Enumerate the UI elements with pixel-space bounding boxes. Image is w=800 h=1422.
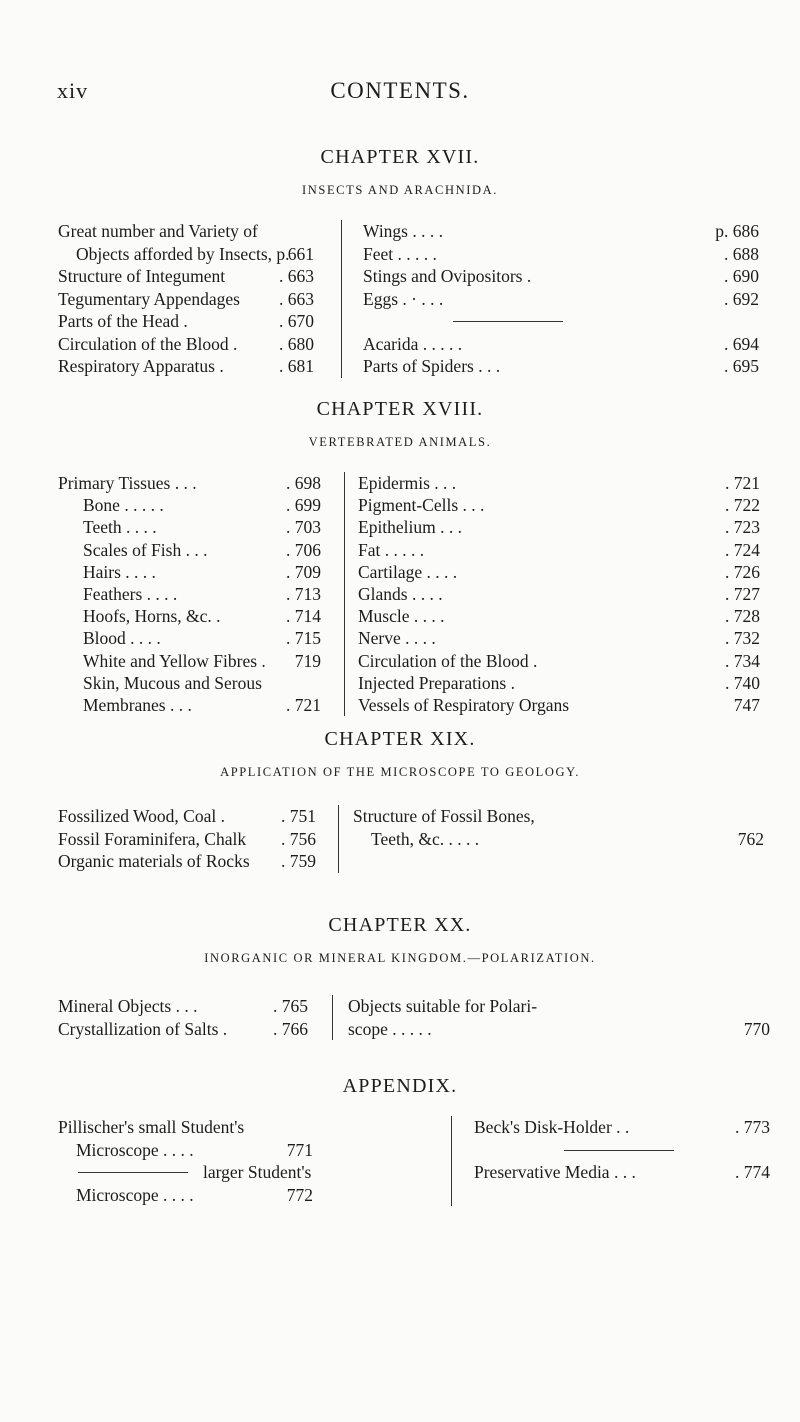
chapter-19-heading	[0, 728, 800, 780]
toc-entry-page: . 728	[725, 606, 760, 627]
toc-entry-page: . 721	[286, 695, 321, 715]
toc-entry-page: . 766	[273, 1018, 308, 1039]
toc-entry-page: . 680	[279, 333, 314, 354]
toc-entry-page: . 692	[724, 288, 759, 309]
chapter-20-heading	[0, 914, 800, 966]
toc-entry-page: . 724	[725, 539, 760, 560]
toc-entry-label: Microscope . . . .	[76, 1139, 194, 1160]
toc-entry-page: . 734	[725, 650, 760, 671]
toc-entry-page: . 699	[286, 495, 321, 516]
toc-entry-page: . 690	[724, 266, 759, 286]
toc-entry-page: . 670	[279, 311, 314, 331]
toc-entry-page: 762	[737, 828, 764, 849]
toc-entry-page: . 773	[735, 1117, 770, 1137]
chapter-subtitle: VERTEBRATED ANIMALS.	[308, 435, 492, 449]
toc-entry-label: Nerve . . . .	[358, 628, 436, 649]
chapter-18-entries	[58, 472, 768, 717]
toc-entry-page: . 688	[724, 243, 759, 264]
toc-entry-label: Beck's Disk-Holder . .	[474, 1117, 630, 1137]
chapter-title: CHAPTER XIX.	[324, 728, 476, 750]
toc-entry-label: Fossilized Wood, Coal .	[58, 806, 225, 826]
toc-entry-label: White and Yellow Fibres .	[83, 650, 266, 671]
toc-entry-page: 719	[294, 650, 321, 671]
toc-entry-page: . 732	[725, 628, 760, 649]
toc-entry-label: Objects afforded by Insects, p.	[76, 243, 290, 264]
appendix-heading	[0, 1075, 800, 1098]
separator-rule	[564, 1150, 674, 1151]
page-header	[0, 78, 800, 118]
toc-entry-page: . 721	[725, 473, 760, 493]
toc-entry-label: Glands . . . .	[358, 584, 443, 604]
toc-entry-label: Muscle . . . .	[358, 606, 445, 627]
column-divider	[341, 220, 342, 378]
toc-entry-page: 747	[733, 695, 760, 715]
toc-entry-label: Tegumentary Appendages	[58, 288, 240, 309]
chapter-title: CHAPTER XVII.	[320, 146, 480, 168]
toc-entry-label: Stings and Ovipositors .	[363, 266, 532, 286]
chapter-17-entries	[58, 220, 758, 380]
toc-entry-page: 661	[287, 243, 314, 264]
toc-entry-label: Preservative Media . . .	[474, 1162, 636, 1182]
toc-entry-label: Cartilage . . . .	[358, 561, 458, 582]
toc-entry-label: Feet . . . . .	[363, 243, 437, 264]
toc-entry-page: . 751	[281, 806, 316, 826]
chapter-subtitle: APPLICATION OF THE MICROSCOPE TO GEOLOGY.	[220, 765, 580, 779]
toc-entry-label: Acarida . . . . .	[363, 333, 463, 354]
toc-entry-label: Blood . . . .	[83, 628, 161, 649]
toc-entry-label: Hoofs, Horns, &c. .	[83, 606, 221, 627]
toc-entry-label: Teeth, &c. . . . .	[371, 828, 480, 849]
toc-entry-page: . 706	[286, 539, 321, 560]
toc-entry-page: . 663	[279, 288, 314, 309]
toc-entry-label: Crystallization of Salts .	[58, 1018, 228, 1039]
chapter-17-heading	[0, 146, 800, 198]
toc-entry-page: . 722	[725, 495, 760, 516]
column-divider	[332, 995, 333, 1040]
ditto-rule	[78, 1172, 188, 1173]
toc-entry-page: 771	[286, 1139, 313, 1160]
toc-entry-label: Pillischer's small Student's	[58, 1117, 245, 1137]
toc-entry-label: Structure of Integument	[58, 266, 226, 286]
column-divider	[344, 472, 345, 716]
toc-entry-label: Eggs . · . . .	[363, 288, 444, 309]
appendix-entries	[58, 1116, 768, 1216]
toc-entry-label: Mineral Objects . . .	[58, 996, 198, 1016]
toc-entry-label: Circulation of the Blood .	[358, 650, 538, 671]
column-divider	[451, 1116, 452, 1206]
chapter-subtitle: INSECTS AND ARACHNIDA.	[302, 183, 498, 197]
toc-entry-label: Wings . . . .	[363, 221, 443, 241]
toc-entry-page: . 774	[735, 1162, 770, 1182]
chapter-subtitle: INORGANIC OR MINERAL KINGDOM.—POLARIZATION.	[204, 951, 596, 965]
chapter-20-entries	[58, 995, 768, 1047]
chapter-18-heading	[0, 398, 800, 450]
toc-entry-page: . 703	[286, 517, 321, 538]
toc-entry-label: Structure of Fossil Bones,	[353, 806, 535, 826]
toc-entry-label: Parts of Spiders . . .	[363, 356, 501, 376]
toc-entry-page: . 663	[279, 266, 314, 286]
toc-entry-label: Great number and Variety of	[58, 221, 258, 241]
toc-entry-label: Skin, Mucous and Serous	[83, 672, 262, 693]
column-divider	[338, 805, 339, 873]
toc-entry-page: . 756	[281, 828, 316, 849]
toc-entry-page: . 723	[725, 517, 760, 538]
separator-rule	[453, 321, 563, 322]
toc-entry-page: . 727	[725, 584, 760, 604]
chapter-19-entries	[58, 805, 768, 880]
toc-entry-label: Parts of the Head .	[58, 311, 188, 331]
toc-entry-label: Bone . . . . .	[83, 495, 164, 516]
toc-entry-label: Fossil Foraminifera, Chalk	[58, 828, 247, 849]
toc-entry-page: . 698	[286, 473, 321, 493]
toc-entry-label: Respiratory Apparatus .	[58, 356, 224, 376]
toc-entry-label: Teeth . . . .	[83, 517, 157, 538]
toc-entry-page: . 714	[286, 606, 321, 627]
toc-entry-label: Organic materials of Rocks	[58, 851, 250, 871]
toc-entry-label: Circulation of the Blood .	[58, 333, 238, 354]
toc-entry-label: Injected Preparations .	[358, 672, 515, 693]
toc-entry-label: Scales of Fish . . .	[83, 539, 208, 560]
chapter-title: CHAPTER XX.	[328, 914, 472, 936]
toc-entry-label: Epithelium . . .	[358, 517, 463, 538]
toc-entry-page: . 726	[725, 561, 760, 582]
toc-entry-label: larger Student's	[203, 1162, 312, 1182]
toc-entry-label: Feathers . . . .	[83, 584, 178, 604]
toc-entry-page: . 695	[724, 356, 759, 376]
toc-entry-page: . 694	[724, 333, 759, 354]
toc-entry-page: 770	[743, 1018, 770, 1039]
page-number: xiv	[57, 78, 89, 103]
toc-entry-page: . 715	[286, 628, 321, 649]
toc-entry-page: . 713	[286, 584, 321, 604]
toc-entry-label: Microscope . . . .	[76, 1184, 194, 1205]
toc-entry-label: Vessels of Respiratory Organs	[358, 695, 570, 715]
running-title: CONTENTS.	[330, 78, 470, 103]
chapter-title: CHAPTER XVIII.	[316, 398, 484, 420]
appendix-title: APPENDIX.	[342, 1075, 458, 1097]
toc-entry-label: scope . . . . .	[348, 1018, 432, 1039]
toc-entry-page: . 740	[725, 672, 760, 693]
toc-entry-label: Hairs . . . .	[83, 561, 156, 582]
toc-entry-label: Membranes . . .	[83, 695, 192, 715]
toc-entry-label: Pigment-Cells . . .	[358, 495, 485, 516]
toc-entry-label: Epidermis . . .	[358, 473, 457, 493]
toc-entry-label: Primary Tissues . . .	[58, 473, 197, 493]
toc-entry-page: . 681	[279, 356, 314, 376]
toc-entry-page: p. 686	[715, 221, 759, 241]
toc-entry-page: 772	[286, 1184, 313, 1205]
toc-entry-page: . 759	[281, 851, 316, 871]
toc-entry-page: . 709	[286, 561, 321, 582]
toc-entry-label: Fat . . . . .	[358, 539, 425, 560]
toc-entry-label: Objects suitable for Polari-	[348, 996, 538, 1016]
toc-entry-page: . 765	[273, 996, 308, 1016]
